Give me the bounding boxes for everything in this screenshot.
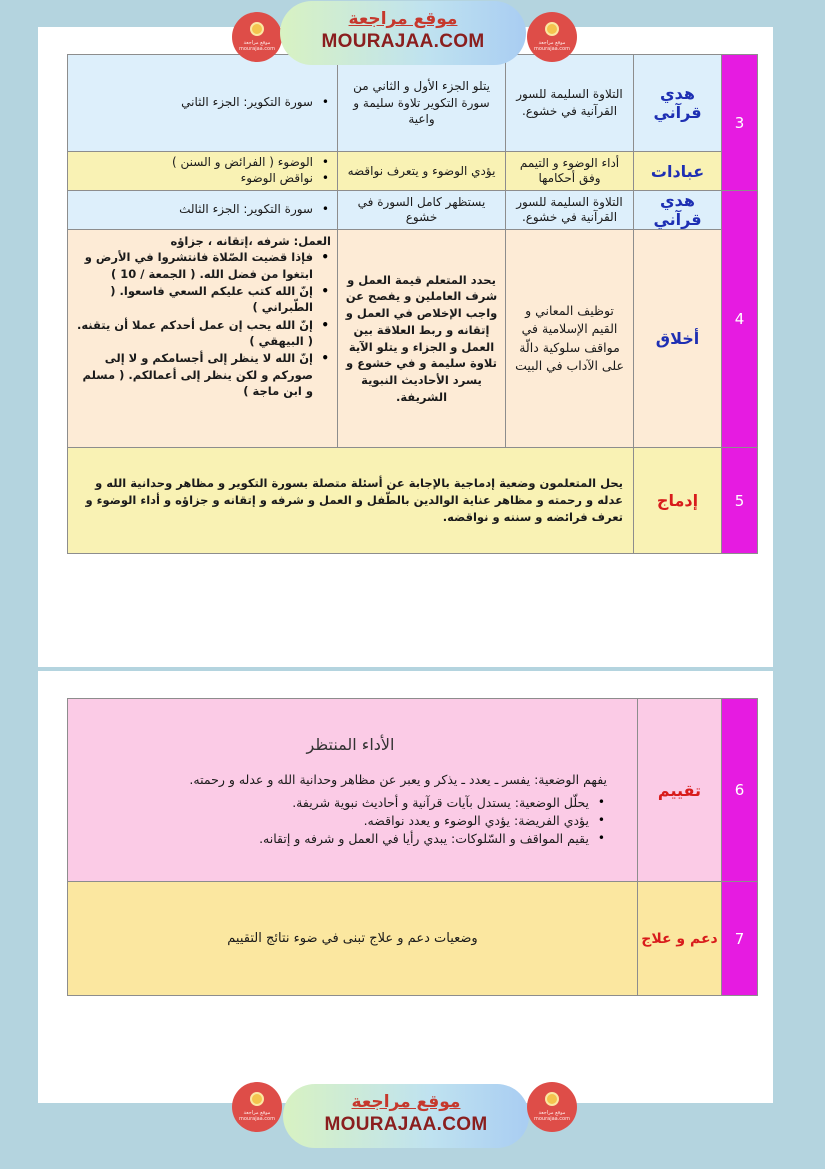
objective-cell: يؤدي الوضوء و يتعرف نواقضه	[338, 152, 506, 191]
brand-badge[interactable]	[280, 1, 526, 65]
brand-logo-icon: موقع مراجعة mourajaa.com	[232, 12, 282, 62]
integration-cell: يحل المتعلمون وضعية إدماجية بالإجابة عن أسئلة متصلة بسورة التكوير و مظاهر وحدانية الله و عدله و رحمته و مظاهر عناية الوالدين بالطّفل و العمل و شرفه و إتقانه و جزاؤه و أداء الوضوء و تعرف فرائضه و سننه و نواقضه.	[68, 448, 634, 554]
row-number: 4	[722, 191, 758, 448]
table-row	[68, 191, 758, 230]
evaluation-cell: الأداء المنتظر يفهم الوضعية: يفسر ـ يعدد ـ يذكر و يعبر عن مظاهر وحدانية الله و عدله و رحمته. • يحلّل الوضعية: يستدل بآيات قرآنية و أحاديث نبوية شريفة. • يؤدي الفريضة: يؤدي الوضوء و يعدد نواقضه. • يقيم المواقف و السّلوكات: يبدي رأيا في العمل و شرفه و إتقانه.	[68, 699, 638, 882]
brand-arabic: موقع مراجعة	[351, 1092, 461, 1112]
objective-cell: يتلو الجزء الأول و الثاني من سورة التكوير تلاوة سليمة و واعية	[338, 55, 506, 152]
brand-logo-icon: موقع مراجعة mourajaa.com	[527, 1082, 577, 1132]
evaluation-table	[67, 698, 758, 996]
field-label: أخلاق	[634, 230, 722, 448]
field-label: عبادات	[634, 152, 722, 191]
row-number: 3	[722, 55, 758, 191]
brand-badge[interactable]	[283, 1084, 529, 1148]
table-row	[68, 55, 758, 152]
brand-logo-icon: موقع مراجعة mourajaa.com	[527, 12, 577, 62]
competency-cell: أداء الوضوء و التيمم وفق أحكامها	[506, 152, 634, 191]
row-number: 5	[722, 448, 758, 554]
field-label: هدي قرآني	[634, 191, 722, 230]
brand-logo-icon: موقع مراجعة mourajaa.com	[232, 1082, 282, 1132]
table-row	[68, 230, 758, 448]
objective-cell: يحدد المتعلم قيمة العمل و شرف العاملين و يفصح عن واجب الإخلاص في العمل و إتقانه و ربط العلاقة بين العمل و الجزاء و يتلو الآية تلاوة سليمة و في خشوع و يسرد الأحاديث النبوية الشريفة.	[338, 230, 506, 448]
content-cell: العمل: شرفه ،إتقانه ، جزاؤه • فإذا قضيت الصّلاة فانتشروا في الأرض و ابتغوا من فضل الله. ( الجمعة / 10 ) • إنّ الله كتب عليكم السعي فاسعوا. ( الطّبراني ) • إنّ الله يحب إن عمل أحدكم عملا أن يتقنه. ( البيهقي ) • إنّ الله لا ينظر إلى أجسامكم و لا إلى صوركم و لكن ينظر إلى أعمالكم. ( مسلم و ابن ماجة )	[68, 230, 338, 448]
content-cell: • سورة التكوير: الجزء الثاني	[68, 55, 338, 152]
field-label: دعم و علاج	[638, 882, 722, 996]
evaluation-title: الأداء المنتظر	[306, 734, 395, 754]
objective-cell: يستظهر كامل السورة في خشوع	[338, 191, 506, 230]
table-row	[68, 699, 758, 882]
row-number: 6	[722, 699, 758, 882]
competency-cell: توظيف المعاني و القيم الإسلامية في مواقف سلوكية دالّة على الآداب في البيت	[506, 230, 634, 448]
brand-arabic: موقع مراجعة	[348, 9, 458, 29]
table-row	[68, 448, 758, 554]
competency-cell: التلاوة السليمة للسور القرآنية في خشوع.	[506, 191, 634, 230]
brand-english: MOURAJAA.COM	[321, 31, 485, 52]
table-row	[68, 882, 758, 996]
field-label: إدماج	[634, 448, 722, 554]
field-label: هدي قرآني	[634, 55, 722, 152]
row-number: 7	[722, 882, 758, 996]
content-cell: • سورة التكوير: الجزء الثالث	[68, 191, 338, 230]
field-label: تقييم	[638, 699, 722, 882]
competency-cell: التلاوة السليمة للسور القرآنية في خشوع.	[506, 55, 634, 152]
brand-english: MOURAJAA.COM	[324, 1114, 488, 1135]
content-cell: • الوضوء ( الفرائض و السنن ) • نواقض الوضوء	[68, 152, 338, 191]
support-cell: وضعيات دعم و علاج تبنى في ضوء نتائج التقييم	[68, 882, 638, 996]
lesson-table	[67, 54, 758, 554]
table-row	[68, 152, 758, 191]
